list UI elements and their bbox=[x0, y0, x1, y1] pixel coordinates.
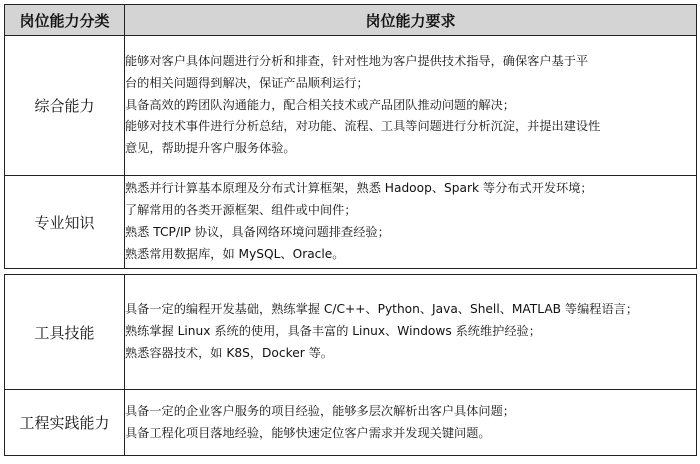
table-row bbox=[5, 36, 697, 176]
requirement-line: 熟练掌握 Linux 系统的使用，具备丰富的 Linux、Windows 系统维护经验； bbox=[125, 324, 541, 339]
category-cell: 专业知识 bbox=[5, 176, 125, 269]
requirement-cell bbox=[125, 176, 697, 269]
table-row bbox=[5, 275, 697, 390]
requirement-line: 熟悉常用数据库，如 MySQL、Oracle。 bbox=[125, 246, 345, 261]
requirement-cell bbox=[125, 275, 697, 390]
table-row bbox=[5, 390, 697, 456]
requirement-cell bbox=[125, 390, 697, 456]
requirement-line: 熟悉并行计算基本原理及分布式计算框架，熟悉 Hadoop、Spark 等分布式开发环境； bbox=[125, 181, 593, 196]
requirement-line: 具备高效的跨团队沟通能力，配合相关技术或产品团队推动问题的解决； bbox=[125, 97, 515, 112]
requirement-line: 熟悉容器技术，如 K8S，Docker 等。 bbox=[125, 345, 333, 360]
table-row bbox=[5, 176, 697, 269]
requirement-line: 意见，帮助提升客户服务体验。 bbox=[125, 141, 296, 156]
category-cell: 工程实践能力 bbox=[5, 390, 125, 456]
category-cell: 工具技能 bbox=[5, 275, 125, 390]
category-cell: 综合能力 bbox=[5, 36, 125, 176]
requirement-line: 熟悉 TCP/IP 协议，具备网络环境问题排查经验； bbox=[125, 225, 390, 239]
header-row bbox=[5, 5, 697, 36]
requirement-line: 能够对客户具体问题进行分析和排查，针对性地为客户提供技术指导，确保客户基于平 bbox=[125, 54, 589, 68]
header-requirement: 岗位能力要求 bbox=[125, 5, 697, 36]
requirement-line: 了解常用的各类开源框架、组件或中间件； bbox=[125, 203, 357, 218]
requirement-line: 具备一定的企业客户服务的项目经验，能够多层次解析出客户具体问题； bbox=[125, 403, 515, 418]
competency-table bbox=[4, 4, 697, 456]
header-category: 岗位能力分类 bbox=[5, 5, 125, 36]
requirement-line: 具备工程化项目落地经验，能够快速定位客户需求并发现关键问题。 bbox=[125, 425, 491, 440]
requirement-line: 台的相关问题得到解决，保证产品顺利运行； bbox=[125, 75, 369, 90]
requirement-cell bbox=[125, 36, 697, 176]
requirement-line: 能够对技术事件进行分析总结，对功能、流程、工具等问题进行分析沉淀，并提出建设性 bbox=[125, 119, 601, 134]
requirement-line: 具备一定的编程开发基础，熟练掌握 C/C++、Python、Java、Shell、MATLAB 等编程语言； bbox=[125, 302, 639, 317]
